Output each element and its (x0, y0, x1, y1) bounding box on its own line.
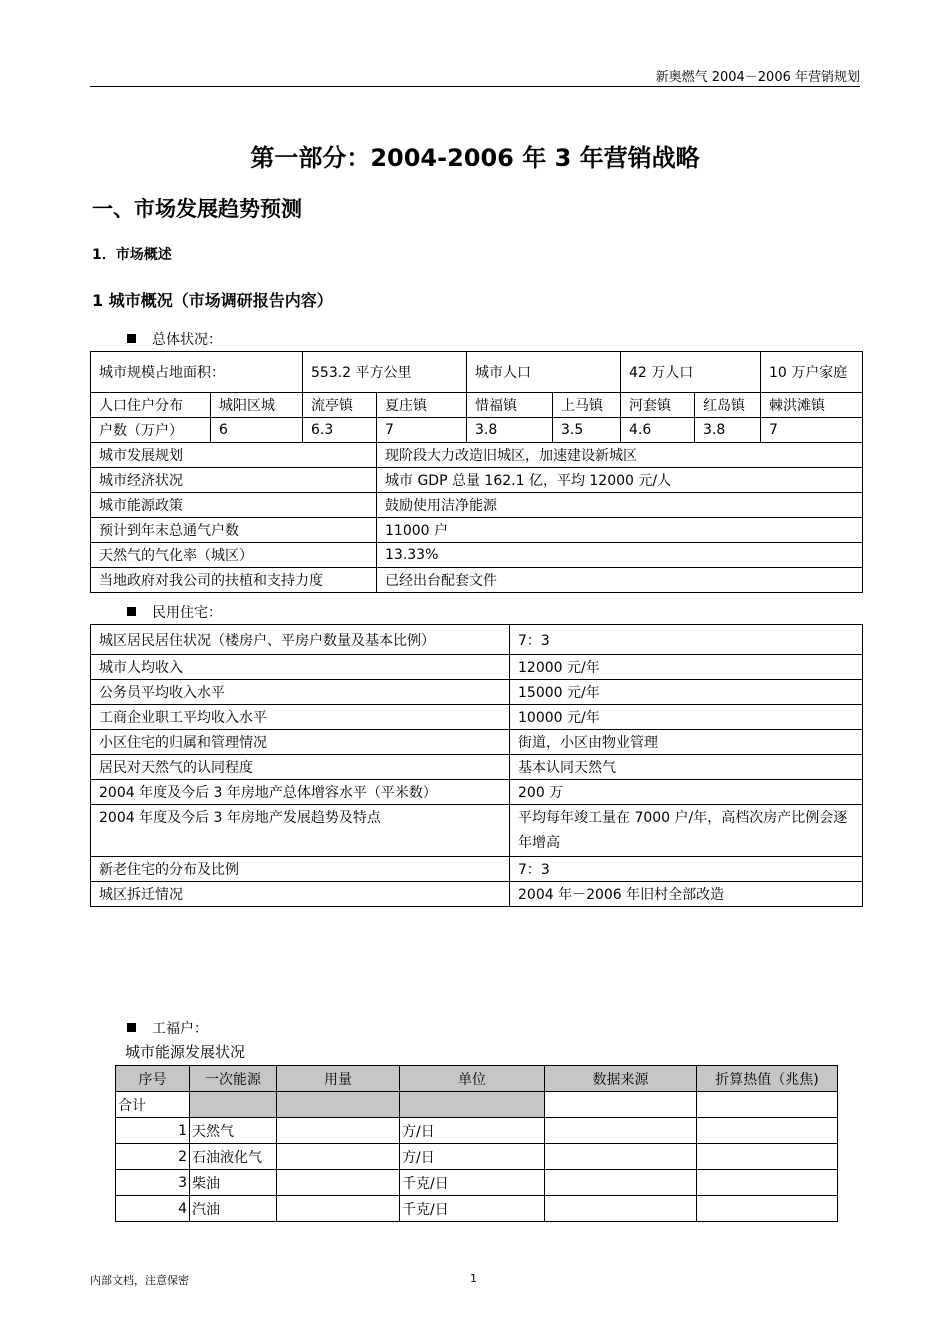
table-cell (697, 1196, 838, 1222)
row-label: 预计到年末总通气户数 (91, 518, 377, 543)
population-value: 42 万人口 (621, 352, 761, 393)
table-cell (545, 1118, 697, 1144)
table-cell: 6.3 (303, 418, 377, 443)
table-cell (697, 1144, 838, 1170)
table-cell: 4.6 (621, 418, 695, 443)
row-value: 鼓励使用洁净能源 (377, 493, 863, 518)
column-header: 用量 (277, 1066, 400, 1092)
row-value: 7：3 (510, 625, 863, 655)
row-label: 新老住宅的分布及比例 (91, 857, 510, 882)
column-header: 一次能源 (190, 1066, 277, 1092)
table-cell: 7 (761, 418, 863, 443)
document-title: 第一部分：2004-2006 年 3 年营销战略 (250, 144, 700, 172)
table-row (91, 393, 863, 418)
unit: 方/日 (400, 1118, 545, 1144)
energy-table (115, 1065, 838, 1222)
table-cell: 红岛镇 (695, 393, 761, 418)
population-label: 城市人口 (467, 352, 621, 393)
row-label: 公务员平均收入水平 (91, 680, 510, 705)
column-header: 单位 (400, 1066, 545, 1092)
row-label: 工商企业职工平均收入水平 (91, 705, 510, 730)
table-cell (277, 1144, 400, 1170)
table-row (91, 468, 863, 493)
row-value: 13.33% (377, 543, 863, 568)
page-number: 1 (470, 1272, 477, 1285)
table-row (91, 857, 863, 882)
page-header: 新奥燃气 2004－2006 年营销规划 (655, 70, 860, 85)
energy-name: 汽油 (190, 1196, 277, 1222)
table-row (91, 705, 863, 730)
row-label: 城区拆迁情况 (91, 882, 510, 907)
table-row (116, 1118, 838, 1144)
row-label: 小区住宅的归属和管理情况 (91, 730, 510, 755)
row-label: 2004 年度及今后 3 年房地产总体增容水平（平米数） (91, 780, 510, 805)
table-cell: 人口住户分布 (91, 393, 211, 418)
table-row (116, 1170, 838, 1196)
table-cell: 流亭镇 (303, 393, 377, 418)
table-cell (277, 1196, 400, 1222)
unit: 千克/日 (400, 1170, 545, 1196)
unit: 千克/日 (400, 1196, 545, 1222)
energy-table-title: 城市能源发展状况 (125, 1043, 246, 1061)
table-row (91, 518, 863, 543)
table-cell: 3.5 (553, 418, 621, 443)
residential-bullet (127, 602, 222, 622)
table-row (91, 680, 863, 705)
header-rule (90, 86, 860, 87)
row-label: 城区居民居住状况（楼房户、平房户数量及基本比例） (91, 625, 510, 655)
column-header: 折算热值（兆焦) (697, 1066, 838, 1092)
overview-bullet (127, 329, 222, 349)
table-cell (277, 1170, 400, 1196)
table-cell (545, 1196, 697, 1222)
table-cell (190, 1092, 277, 1118)
table-cell: 夏庄镇 (377, 393, 467, 418)
table-row (91, 755, 863, 780)
table-cell: 河套镇 (621, 393, 695, 418)
table-cell: 3.8 (695, 418, 761, 443)
table-row (91, 655, 863, 680)
row-number: 3 (116, 1170, 190, 1196)
table-row (116, 1196, 838, 1222)
table-row (116, 1092, 838, 1118)
table-row (91, 780, 863, 805)
households-value: 10 万户家庭 (761, 352, 863, 393)
footer-confidential: 内部文档，注意保密 (90, 1274, 189, 1287)
square-bullet-icon (127, 1023, 136, 1032)
square-bullet-icon (127, 607, 136, 616)
table-cell: 棘洪滩镇 (761, 393, 863, 418)
row-value: 城市 GDP 总量 162.1 亿，平均 12000 元/人 (377, 468, 863, 493)
row-value: 12000 元/年 (510, 655, 863, 680)
row-value: 7：3 (510, 857, 863, 882)
table-cell: 7 (377, 418, 467, 443)
table-cell (400, 1092, 545, 1118)
row-label: 城市能源政策 (91, 493, 377, 518)
table-header-row (116, 1066, 838, 1092)
table-row (91, 418, 863, 443)
row-label: 居民对天然气的认同程度 (91, 755, 510, 780)
row-number: 4 (116, 1196, 190, 1222)
table-cell (545, 1170, 697, 1196)
row-label: 城市人均收入 (91, 655, 510, 680)
overview-bullet-label: 总体状况： (152, 332, 222, 348)
industrial-bullet (127, 1018, 208, 1038)
row-value: 200 万 (510, 780, 863, 805)
column-header: 序号 (116, 1066, 190, 1092)
square-bullet-icon (127, 334, 136, 343)
table-cell: 上马镇 (553, 393, 621, 418)
row-label: 2004 年度及今后 3 年房地产发展趋势及特点 (91, 805, 510, 857)
overview-table (90, 351, 863, 593)
table-cell (697, 1092, 838, 1118)
energy-name: 石油液化气 (190, 1144, 277, 1170)
table-row (91, 443, 863, 468)
table-cell: 户数（万户） (91, 418, 211, 443)
table-row (91, 625, 863, 655)
area-label: 城市规模占地面积： (91, 352, 303, 393)
row-value: 基本认同天然气 (510, 755, 863, 780)
row-value: 10000 元/年 (510, 705, 863, 730)
column-header: 数据来源 (545, 1066, 697, 1092)
table-cell: 城阳区城 (211, 393, 303, 418)
table-row (91, 352, 863, 393)
row-label: 天然气的气化率（城区） (91, 543, 377, 568)
table-row (91, 730, 863, 755)
table-cell (277, 1092, 400, 1118)
row-label: 当地政府对我公司的扶植和支持力度 (91, 568, 377, 593)
section-heading: 一、市场发展趋势预测 (92, 197, 302, 221)
row-number: 2 (116, 1144, 190, 1170)
table-row (91, 493, 863, 518)
table-row (91, 543, 863, 568)
table-row (116, 1144, 838, 1170)
total-label: 合计 (116, 1092, 190, 1118)
row-value: 11000 户 (377, 518, 863, 543)
row-value: 2004 年－2006 年旧村全部改造 (510, 882, 863, 907)
table-row (91, 568, 863, 593)
row-value: 现阶段大力改造旧城区，加速建设新城区 (377, 443, 863, 468)
table-cell: 3.8 (467, 418, 553, 443)
table-cell (697, 1170, 838, 1196)
table-cell (545, 1144, 697, 1170)
residential-bullet-label: 民用住宅： (152, 605, 222, 621)
table-cell (697, 1118, 838, 1144)
area-value: 553.2 平方公里 (303, 352, 467, 393)
table-cell (277, 1118, 400, 1144)
subsubsection-heading: 1 城市概况（市场调研报告内容） (92, 291, 333, 310)
row-value: 平均每年竣工量在 7000 户/年，高档次房产比例会逐年增高 (510, 805, 863, 857)
row-value: 15000 元/年 (510, 680, 863, 705)
energy-name: 柴油 (190, 1170, 277, 1196)
industrial-bullet-label: 工福户： (152, 1021, 208, 1037)
table-row (91, 882, 863, 907)
row-number: 1 (116, 1118, 190, 1144)
table-cell: 6 (211, 418, 303, 443)
energy-name: 天然气 (190, 1118, 277, 1144)
row-value: 已经出台配套文件 (377, 568, 863, 593)
residential-table (90, 624, 863, 907)
table-cell: 惜福镇 (467, 393, 553, 418)
table-cell (545, 1092, 697, 1118)
row-value: 街道，小区由物业管理 (510, 730, 863, 755)
unit: 方/日 (400, 1144, 545, 1170)
row-label: 城市经济状况 (91, 468, 377, 493)
table-row (91, 805, 863, 857)
subsection-heading: 1．市场概述 (92, 247, 172, 263)
row-label: 城市发展规划 (91, 443, 377, 468)
